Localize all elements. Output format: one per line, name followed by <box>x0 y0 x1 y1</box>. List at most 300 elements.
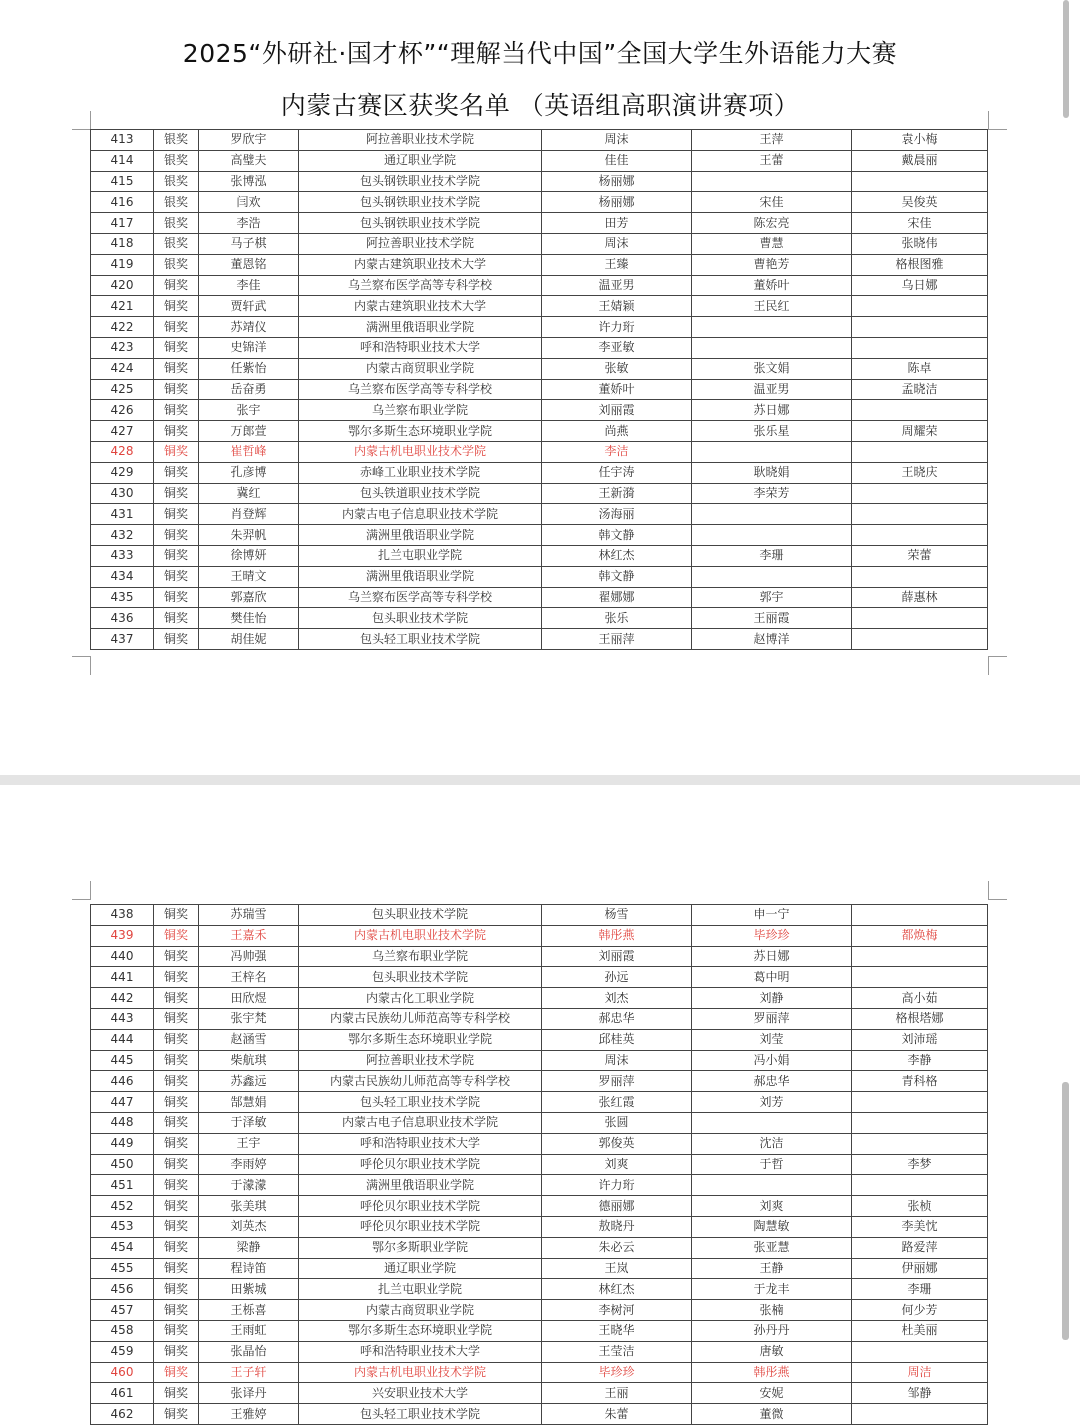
scrollbar-thumb[interactable] <box>1063 0 1069 118</box>
teacher-1-cell: 罗丽萍 <box>542 1071 692 1092</box>
student-name-cell: 王嘉禾 <box>199 925 299 946</box>
teacher-2-cell: 郭宇 <box>692 587 852 608</box>
school-cell: 扎兰屯职业学院 <box>299 1279 542 1300</box>
award-cell: 银奖 <box>154 192 199 213</box>
teacher-2-cell: 刘莹 <box>692 1029 852 1050</box>
teacher-1-cell: 杨雪 <box>542 905 692 926</box>
rank-cell: 456 <box>91 1279 154 1300</box>
teacher-3-cell: 李梦 <box>852 1154 988 1175</box>
teacher-1-cell: 韩文静 <box>542 525 692 546</box>
school-cell: 包头钢铁职业技术学院 <box>299 192 542 213</box>
student-name-cell: 张译丹 <box>199 1383 299 1404</box>
student-name-cell: 张宇 <box>199 400 299 421</box>
teacher-1-cell: 佳佳 <box>542 150 692 171</box>
student-name-cell: 张宇梵 <box>199 1008 299 1029</box>
student-name-cell: 崔哲峰 <box>199 441 299 462</box>
award-cell: 铜奖 <box>154 337 199 358</box>
teacher-3-cell: 袁小梅 <box>852 130 988 151</box>
teacher-2-cell: 申一宁 <box>692 905 852 926</box>
rank-cell: 435 <box>91 587 154 608</box>
table-row <box>91 1383 988 1404</box>
school-cell: 通辽职业学院 <box>299 1258 542 1279</box>
table-row <box>91 317 988 338</box>
rank-cell: 413 <box>91 130 154 151</box>
school-cell: 内蒙古商贸职业学院 <box>299 358 542 379</box>
table-row <box>91 504 988 525</box>
award-cell: 铜奖 <box>154 1029 199 1050</box>
teacher-2-cell: 王萍 <box>692 130 852 151</box>
table-row <box>91 150 988 171</box>
rank-cell: 438 <box>91 905 154 926</box>
school-cell: 乌兰察布医学高等专科学校 <box>299 587 542 608</box>
rank-cell: 416 <box>91 192 154 213</box>
school-cell: 满洲里俄语职业学院 <box>299 566 542 587</box>
student-name-cell: 闫欢 <box>199 192 299 213</box>
teacher-2-cell: 李珊 <box>692 545 852 566</box>
teacher-2-cell: 孙丹丹 <box>692 1320 852 1341</box>
rank-cell: 429 <box>91 462 154 483</box>
table-row <box>91 233 988 254</box>
rank-cell: 437 <box>91 629 154 650</box>
rank-cell: 427 <box>91 421 154 442</box>
teacher-3-cell: 吴俊英 <box>852 192 988 213</box>
rank-cell: 448 <box>91 1112 154 1133</box>
teacher-2-cell <box>692 1175 852 1196</box>
teacher-3-cell: 张晓伟 <box>852 233 988 254</box>
teacher-3-cell: 孟晓洁 <box>852 379 988 400</box>
teacher-2-cell <box>692 317 852 338</box>
rank-cell: 451 <box>91 1175 154 1196</box>
crop-mark <box>72 881 91 900</box>
rank-cell: 430 <box>91 483 154 504</box>
teacher-1-cell: 朱蕾 <box>542 1404 692 1425</box>
school-cell: 包头钢铁职业技术学院 <box>299 171 542 192</box>
rank-cell: 425 <box>91 379 154 400</box>
rank-cell: 420 <box>91 275 154 296</box>
teacher-3-cell <box>852 525 988 546</box>
crop-mark <box>72 111 91 130</box>
teacher-2-cell: 唐敏 <box>692 1341 852 1362</box>
award-cell: 铜奖 <box>154 1175 199 1196</box>
rank-cell: 419 <box>91 254 154 275</box>
teacher-1-cell: 许力珩 <box>542 317 692 338</box>
teacher-2-cell <box>692 337 852 358</box>
crop-mark <box>72 656 91 675</box>
award-cell: 铜奖 <box>154 1279 199 1300</box>
award-cell: 铜奖 <box>154 905 199 926</box>
teacher-3-cell <box>852 967 988 988</box>
teacher-3-cell: 周耀荣 <box>852 421 988 442</box>
teacher-1-cell: 敖晓丹 <box>542 1216 692 1237</box>
school-cell: 包头轻工职业技术学院 <box>299 629 542 650</box>
teacher-1-cell: 王新漪 <box>542 483 692 504</box>
student-name-cell: 贾轩武 <box>199 296 299 317</box>
teacher-3-cell: 周洁 <box>852 1362 988 1383</box>
teacher-2-cell <box>692 566 852 587</box>
student-name-cell: 张美琪 <box>199 1196 299 1217</box>
rank-cell: 454 <box>91 1237 154 1258</box>
school-cell: 内蒙古化工职业学院 <box>299 988 542 1009</box>
school-cell: 呼伦贝尔职业技术学院 <box>299 1196 542 1217</box>
award-cell: 铜奖 <box>154 1050 199 1071</box>
teacher-1-cell: 孙远 <box>542 967 692 988</box>
teacher-1-cell: 周沫 <box>542 233 692 254</box>
student-name-cell: 朱羿帆 <box>199 525 299 546</box>
school-cell: 包头铁道职业技术学院 <box>299 483 542 504</box>
rank-cell: 442 <box>91 988 154 1009</box>
student-name-cell: 刘英杰 <box>199 1216 299 1237</box>
document-subtitle: 内蒙古赛区获奖名单 （英语组高职演讲赛项） <box>280 91 800 120</box>
student-name-cell: 马子棋 <box>199 233 299 254</box>
table-row <box>91 1279 988 1300</box>
award-cell: 铜奖 <box>154 462 199 483</box>
teacher-3-cell: 刘沛瑶 <box>852 1029 988 1050</box>
teacher-1-cell: 林红杰 <box>542 545 692 566</box>
teacher-1-cell: 刘丽霞 <box>542 400 692 421</box>
student-name-cell: 苏鑫远 <box>199 1071 299 1092</box>
teacher-1-cell: 刘爽 <box>542 1154 692 1175</box>
table-row <box>91 587 988 608</box>
school-cell: 阿拉善职业技术学院 <box>299 233 542 254</box>
award-cell: 铜奖 <box>154 525 199 546</box>
student-name-cell: 王栎喜 <box>199 1300 299 1321</box>
student-name-cell: 岳奋勇 <box>199 379 299 400</box>
teacher-1-cell: 刘丽霞 <box>542 946 692 967</box>
school-cell: 包头职业技术学院 <box>299 967 542 988</box>
award-cell: 铜奖 <box>154 587 199 608</box>
school-cell: 内蒙古机电职业技术学院 <box>299 1362 542 1383</box>
teacher-1-cell: 翟娜娜 <box>542 587 692 608</box>
teacher-3-cell <box>852 1341 988 1362</box>
table-row <box>91 967 988 988</box>
teacher-2-cell: 李荣芳 <box>692 483 852 504</box>
rank-cell: 444 <box>91 1029 154 1050</box>
teacher-2-cell: 葛中明 <box>692 967 852 988</box>
teacher-1-cell: 邱桂英 <box>542 1029 692 1050</box>
student-name-cell: 徐博妍 <box>199 545 299 566</box>
school-cell: 呼伦贝尔职业技术学院 <box>299 1216 542 1237</box>
student-name-cell: 于濛濛 <box>199 1175 299 1196</box>
student-name-cell: 冀红 <box>199 483 299 504</box>
table-row <box>91 905 988 926</box>
rank-cell: 421 <box>91 296 154 317</box>
teacher-3-cell <box>852 1175 988 1196</box>
award-cell: 铜奖 <box>154 1383 199 1404</box>
table-row <box>91 1050 988 1071</box>
table-row <box>91 566 988 587</box>
document-page-lower <box>0 785 1080 1419</box>
student-name-cell: 孔彦博 <box>199 462 299 483</box>
teacher-2-cell <box>692 1112 852 1133</box>
award-cell: 铜奖 <box>154 1237 199 1258</box>
award-cell: 铜奖 <box>154 1196 199 1217</box>
teacher-3-cell <box>852 566 988 587</box>
teacher-3-cell: 薛惠林 <box>852 587 988 608</box>
school-cell: 包头职业技术学院 <box>299 905 542 926</box>
rank-cell: 431 <box>91 504 154 525</box>
school-cell: 内蒙古机电职业技术学院 <box>299 925 542 946</box>
student-name-cell: 罗欣宇 <box>199 130 299 151</box>
student-name-cell: 王雨虹 <box>199 1320 299 1341</box>
teacher-3-cell: 格根图雅 <box>852 254 988 275</box>
school-cell: 鄂尔多斯生态环境职业学院 <box>299 1029 542 1050</box>
page-separator <box>0 775 1080 785</box>
table-row <box>91 441 988 462</box>
school-cell: 乌兰察布职业学院 <box>299 400 542 421</box>
rank-cell: 423 <box>91 337 154 358</box>
table-row <box>91 275 988 296</box>
award-cell: 铜奖 <box>154 441 199 462</box>
rank-cell: 452 <box>91 1196 154 1217</box>
rank-cell: 439 <box>91 925 154 946</box>
rank-cell: 457 <box>91 1300 154 1321</box>
teacher-3-cell: 乌日娜 <box>852 275 988 296</box>
student-name-cell: 梁静 <box>199 1237 299 1258</box>
school-cell: 兴安职业技术大学 <box>299 1383 542 1404</box>
award-cell: 铜奖 <box>154 275 199 296</box>
rank-cell: 422 <box>91 317 154 338</box>
teacher-3-cell <box>852 504 988 525</box>
school-cell: 内蒙古电子信息职业技术学院 <box>299 1112 542 1133</box>
student-name-cell: 李浩 <box>199 213 299 234</box>
award-cell: 铜奖 <box>154 545 199 566</box>
student-name-cell: 李佳 <box>199 275 299 296</box>
table-row <box>91 337 988 358</box>
teacher-1-cell: 张红霞 <box>542 1092 692 1113</box>
teacher-1-cell: 韩彤燕 <box>542 925 692 946</box>
table-row <box>91 1071 988 1092</box>
teacher-2-cell: 王丽霞 <box>692 608 852 629</box>
crop-mark <box>988 656 1007 675</box>
school-cell: 包头轻工职业技术学院 <box>299 1092 542 1113</box>
table-row <box>91 1404 988 1425</box>
teacher-1-cell: 郝忠华 <box>542 1008 692 1029</box>
award-cell: 铜奖 <box>154 379 199 400</box>
teacher-2-cell: 王静 <box>692 1258 852 1279</box>
award-cell: 铜奖 <box>154 629 199 650</box>
teacher-1-cell: 王莹洁 <box>542 1341 692 1362</box>
rank-cell: 446 <box>91 1071 154 1092</box>
rank-cell: 450 <box>91 1154 154 1175</box>
award-table-upper <box>90 129 988 650</box>
teacher-3-cell: 戴晨丽 <box>852 150 988 171</box>
award-cell: 铜奖 <box>154 400 199 421</box>
teacher-2-cell: 张文娟 <box>692 358 852 379</box>
teacher-3-cell: 荣蕾 <box>852 545 988 566</box>
student-name-cell: 柴航琪 <box>199 1050 299 1071</box>
teacher-2-cell: 韩彤燕 <box>692 1362 852 1383</box>
table-row <box>91 946 988 967</box>
award-cell: 铜奖 <box>154 1320 199 1341</box>
teacher-1-cell: 周沫 <box>542 1050 692 1071</box>
teacher-2-cell: 陶慧敏 <box>692 1216 852 1237</box>
teacher-3-cell <box>852 946 988 967</box>
student-name-cell: 胡佳妮 <box>199 629 299 650</box>
table-row <box>91 629 988 650</box>
teacher-2-cell: 陈宏亮 <box>692 213 852 234</box>
document-title: 2025“外研社·国才杯”“理解当代中国”全国大学生外语能力大赛 <box>182 39 898 68</box>
rank-cell: 417 <box>91 213 154 234</box>
school-cell: 乌兰察布职业学院 <box>299 946 542 967</box>
teacher-3-cell: 李静 <box>852 1050 988 1071</box>
table-row <box>91 358 988 379</box>
teacher-3-cell: 路爱萍 <box>852 1237 988 1258</box>
rank-cell: 449 <box>91 1133 154 1154</box>
table-row <box>91 1008 988 1029</box>
table-row <box>91 1112 988 1133</box>
teacher-1-cell: 汤海丽 <box>542 504 692 525</box>
teacher-1-cell: 王岚 <box>542 1258 692 1279</box>
student-name-cell: 王宇 <box>199 1133 299 1154</box>
teacher-3-cell: 青科格 <box>852 1071 988 1092</box>
award-cell: 铜奖 <box>154 1258 199 1279</box>
student-name-cell: 高璧夫 <box>199 150 299 171</box>
award-cell: 铜奖 <box>154 1112 199 1133</box>
award-cell: 铜奖 <box>154 296 199 317</box>
award-cell: 铜奖 <box>154 421 199 442</box>
student-name-cell: 赵涵雪 <box>199 1029 299 1050</box>
teacher-1-cell: 李洁 <box>542 441 692 462</box>
student-name-cell: 于泽敏 <box>199 1112 299 1133</box>
school-cell: 鄂尔多斯职业学院 <box>299 1237 542 1258</box>
teacher-2-cell: 罗丽萍 <box>692 1008 852 1029</box>
student-name-cell: 肖登辉 <box>199 504 299 525</box>
teacher-3-cell <box>852 171 988 192</box>
award-cell: 铜奖 <box>154 1071 199 1092</box>
rank-cell: 455 <box>91 1258 154 1279</box>
table-row <box>91 1029 988 1050</box>
teacher-2-cell: 苏日娜 <box>692 946 852 967</box>
award-cell: 铜奖 <box>154 1404 199 1425</box>
teacher-2-cell: 曹慧 <box>692 233 852 254</box>
table-row <box>91 1154 988 1175</box>
teacher-1-cell: 林红杰 <box>542 1279 692 1300</box>
award-cell: 铜奖 <box>154 925 199 946</box>
school-cell: 包头轻工职业技术学院 <box>299 1404 542 1425</box>
teacher-3-cell: 李珊 <box>852 1279 988 1300</box>
teacher-1-cell: 温亚男 <box>542 275 692 296</box>
teacher-2-cell: 董微 <box>692 1404 852 1425</box>
award-cell: 铜奖 <box>154 608 199 629</box>
scrollbar-thumb[interactable] <box>1062 1082 1069 1340</box>
teacher-2-cell: 刘芳 <box>692 1092 852 1113</box>
table-row <box>91 1341 988 1362</box>
teacher-3-cell: 王晓庆 <box>852 462 988 483</box>
table-row <box>91 525 988 546</box>
student-name-cell: 张晶怡 <box>199 1341 299 1362</box>
teacher-1-cell: 周沫 <box>542 130 692 151</box>
school-cell: 内蒙古商贸职业学院 <box>299 1300 542 1321</box>
teacher-2-cell: 宋佳 <box>692 192 852 213</box>
teacher-1-cell: 董娇叶 <box>542 379 692 400</box>
teacher-2-cell <box>692 171 852 192</box>
crop-mark <box>988 111 1007 130</box>
teacher-1-cell: 张乐 <box>542 608 692 629</box>
teacher-3-cell: 宋佳 <box>852 213 988 234</box>
school-cell: 呼和浩特职业技术大学 <box>299 337 542 358</box>
table-row <box>91 1092 988 1113</box>
table-row <box>91 1320 988 1341</box>
table-row <box>91 400 988 421</box>
teacher-2-cell <box>692 525 852 546</box>
teacher-3-cell: 格根塔娜 <box>852 1008 988 1029</box>
school-cell: 扎兰屯职业学院 <box>299 545 542 566</box>
rank-cell: 443 <box>91 1008 154 1029</box>
award-cell: 铜奖 <box>154 1133 199 1154</box>
award-cell: 银奖 <box>154 213 199 234</box>
teacher-2-cell: 张楠 <box>692 1300 852 1321</box>
student-name-cell: 李雨婷 <box>199 1154 299 1175</box>
teacher-1-cell: 张圆 <box>542 1112 692 1133</box>
school-cell: 满洲里俄语职业学院 <box>299 1175 542 1196</box>
award-cell: 铜奖 <box>154 1300 199 1321</box>
student-name-cell: 王晴文 <box>199 566 299 587</box>
teacher-1-cell: 任宇涛 <box>542 462 692 483</box>
teacher-3-cell <box>852 317 988 338</box>
student-name-cell: 郭嘉欣 <box>199 587 299 608</box>
teacher-1-cell: 许力珩 <box>542 1175 692 1196</box>
award-cell: 银奖 <box>154 233 199 254</box>
teacher-1-cell: 尚燕 <box>542 421 692 442</box>
teacher-1-cell: 李亚敏 <box>542 337 692 358</box>
award-cell: 银奖 <box>154 130 199 151</box>
table-row <box>91 925 988 946</box>
teacher-3-cell: 李美忱 <box>852 1216 988 1237</box>
rank-cell: 453 <box>91 1216 154 1237</box>
teacher-2-cell: 冯小娟 <box>692 1050 852 1071</box>
rank-cell: 415 <box>91 171 154 192</box>
teacher-2-cell: 王蕾 <box>692 150 852 171</box>
award-cell: 铜奖 <box>154 967 199 988</box>
award-cell: 铜奖 <box>154 483 199 504</box>
award-cell: 铜奖 <box>154 1216 199 1237</box>
table-row <box>91 296 988 317</box>
student-name-cell: 苏靖仪 <box>199 317 299 338</box>
school-cell: 包头职业技术学院 <box>299 608 542 629</box>
table-row <box>91 1258 988 1279</box>
rank-cell: 460 <box>91 1362 154 1383</box>
rank-cell: 436 <box>91 608 154 629</box>
rank-cell: 445 <box>91 1050 154 1071</box>
rank-cell: 426 <box>91 400 154 421</box>
table-row <box>91 483 988 504</box>
table-row <box>91 421 988 442</box>
school-cell: 通辽职业学院 <box>299 150 542 171</box>
student-name-cell: 任紫怡 <box>199 358 299 379</box>
table-row <box>91 988 988 1009</box>
teacher-3-cell <box>852 905 988 926</box>
teacher-2-cell: 张乐星 <box>692 421 852 442</box>
teacher-3-cell <box>852 1112 988 1133</box>
teacher-3-cell: 张桢 <box>852 1196 988 1217</box>
school-cell: 呼和浩特职业技术大学 <box>299 1133 542 1154</box>
teacher-3-cell: 伊丽娜 <box>852 1258 988 1279</box>
teacher-3-cell <box>852 1133 988 1154</box>
table-row <box>91 1362 988 1383</box>
teacher-1-cell: 韩文静 <box>542 566 692 587</box>
table-row <box>91 379 988 400</box>
teacher-3-cell: 高小茹 <box>852 988 988 1009</box>
student-name-cell: 田紫城 <box>199 1279 299 1300</box>
teacher-2-cell: 温亚男 <box>692 379 852 400</box>
teacher-2-cell: 王民红 <box>692 296 852 317</box>
table-row <box>91 213 988 234</box>
teacher-1-cell: 德丽娜 <box>542 1196 692 1217</box>
teacher-3-cell <box>852 400 988 421</box>
teacher-2-cell: 郝忠华 <box>692 1071 852 1092</box>
teacher-1-cell: 王臻 <box>542 254 692 275</box>
school-cell: 内蒙古建筑职业技术大学 <box>299 254 542 275</box>
